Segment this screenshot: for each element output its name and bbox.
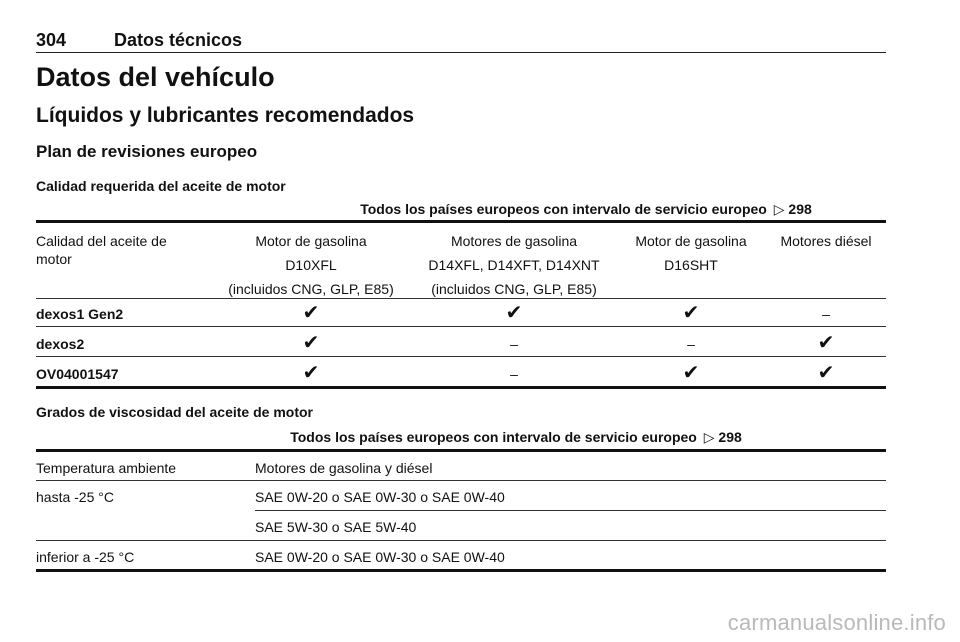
column-header-temperature: Temperatura ambiente [36,460,177,476]
not-applicable-dash: – [687,336,695,352]
caption-text: Todos los países europeos con intervalo de servicio europeo [290,429,697,445]
temperature-cell: hasta -25 °C [36,489,114,505]
column-header-oil-quality: Calidad del aceite de motor [36,233,167,267]
row-label-dexos1-gen2: dexos1 Gen2 [36,306,124,322]
check-icon: ✔ [302,332,320,354]
col-line: (incluidos CNG, GLP, E85) [431,281,597,297]
check-icon: ✔ [682,362,700,384]
page-number: 304 [36,30,67,50]
col-line: Motor de gasolina [635,233,747,249]
chapter-title: Datos técnicos [114,30,243,50]
row-rule [36,480,886,481]
oil-quality-caption [286,201,886,218]
grade-cell: SAE 0W-20 o SAE 0W-30 o SAE 0W-40 [255,549,505,565]
caption-text: Todos los países europeos con intervalo de servicio europeo [360,201,767,217]
page-ref: 298 [718,429,742,445]
col-line: Motor de gasolina [255,233,367,249]
column-header-d14 [414,232,614,298]
column-header-engines: Motores de gasolina y diésel [255,460,433,476]
table-bottom-rule [36,569,886,572]
section-title: Datos del vehículo [36,62,275,92]
row-label-ov04001547: OV04001547 [36,366,119,382]
col-line: D16SHT [664,257,718,273]
col-line: D14XFL, D14XFT, D14XNT [428,257,600,273]
check-icon: ✔ [302,362,320,384]
row-rule [36,356,886,357]
check-icon: ✔ [817,332,835,354]
check-icon: ✔ [682,302,700,324]
oil-quality-title: Calidad requerida del aceite de motor [36,178,286,194]
column-header-d16sht [621,232,761,274]
not-applicable-dash: – [510,336,518,352]
row-rule [255,510,886,511]
manual-page [36,0,886,642]
grade-cell: SAE 5W-30 o SAE 5W-40 [255,519,417,535]
running-header [36,30,886,53]
check-icon: ✔ [505,302,523,324]
page-ref-arrow-icon: ▷ [703,429,715,445]
row-rule [36,326,886,327]
viscosity-caption [256,429,776,446]
watermark: carmanualsonline.info [727,610,946,635]
grade-cell: SAE 0W-20 o SAE 0W-30 o SAE 0W-40 [255,489,505,505]
column-header-diesel: Motores diésel [780,233,872,249]
col-line: Motores de gasolina [450,233,578,249]
page-ref-arrow-icon: ▷ [773,201,785,217]
subsection-title: Líquidos y lubricantes recomendados [36,104,415,127]
temperature-cell: inferior a -25 °C [36,549,135,565]
check-icon: ✔ [817,362,835,384]
row-label-dexos2: dexos2 [36,336,85,352]
check-icon: ✔ [302,302,320,324]
service-plan-title: Plan de revisiones europeo [36,142,258,161]
page-ref: 298 [788,201,812,217]
not-applicable-dash: – [822,306,830,322]
column-header-d10xfl [211,232,411,298]
col-line: (incluidos CNG, GLP, E85) [228,281,394,297]
col-line: D10XFL [285,257,337,273]
table-top-rule [36,220,886,223]
viscosity-title: Grados de viscosidad del aceite de motor [36,404,313,420]
table-top-rule [36,449,886,452]
not-applicable-dash: – [510,366,518,382]
row-rule [36,298,886,299]
row-rule [36,540,886,541]
table-bottom-rule [36,386,886,389]
